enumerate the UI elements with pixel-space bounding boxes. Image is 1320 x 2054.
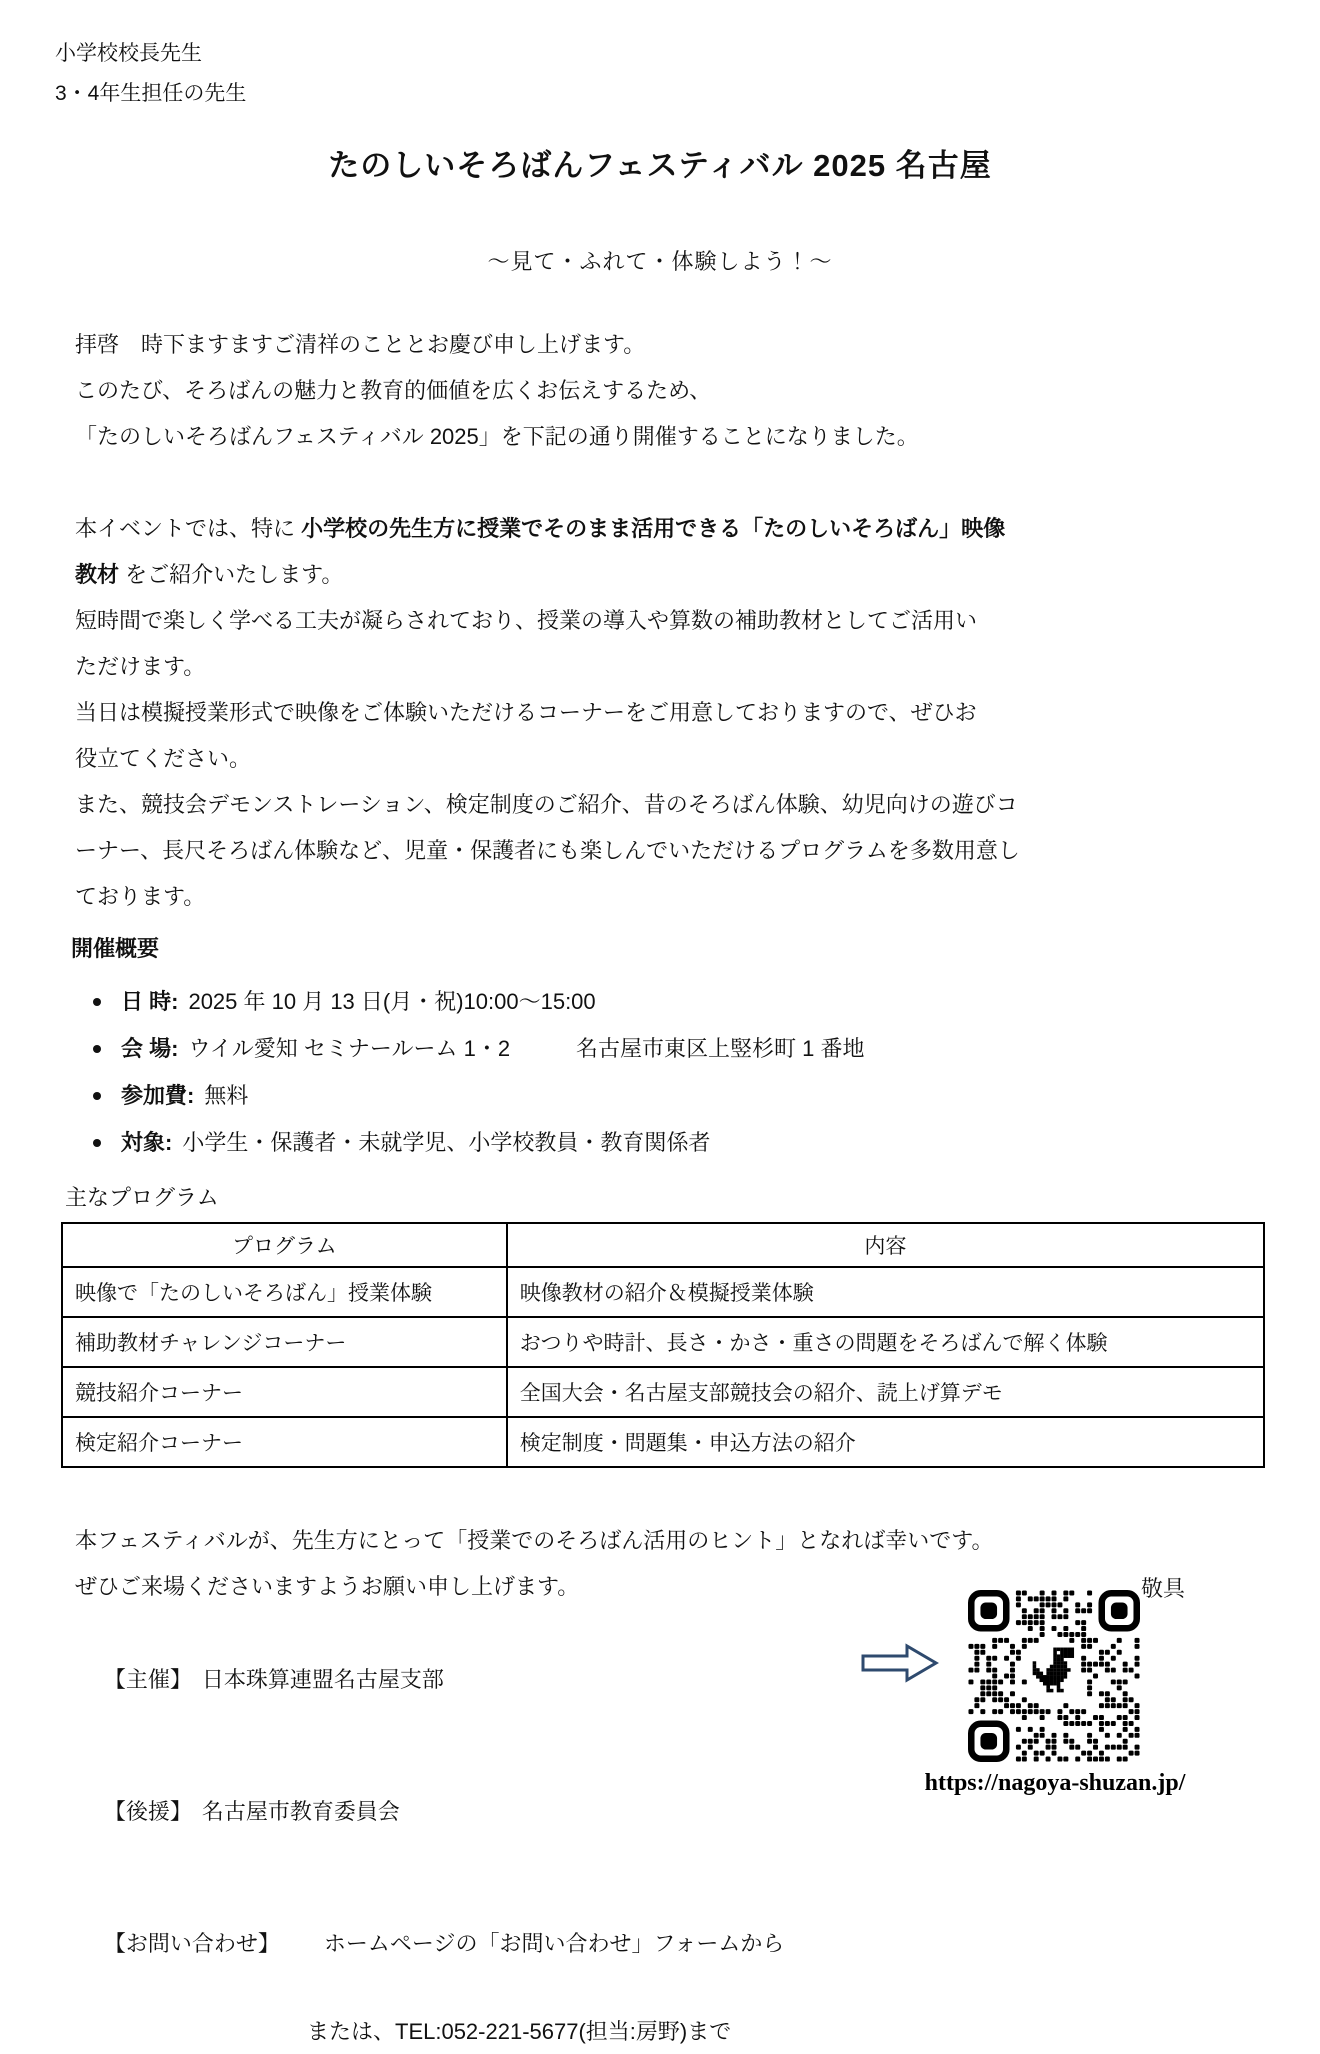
greeting-paragraph <box>75 322 1265 460</box>
overview-list <box>93 978 1265 1166</box>
supporter-label: 【後援】 <box>103 1799 192 1824</box>
contact-label: 【お問い合わせ】 <box>103 1931 280 1956</box>
table-cell-program: 検定紹介コーナー <box>62 1417 507 1467</box>
bullet-value: 小学生・保護者・未就学児、小学校教員・教育関係者 <box>182 1130 711 1155</box>
intro-line: 本イベントでは、特に 小学校の先生方に授業でそのまま活用できる「たのしいそろばん」映像 <box>75 516 1006 541</box>
list-item <box>93 1119 1265 1166</box>
site-url: https://nagoya-shuzan.jp/ <box>924 1770 1186 1796</box>
document-title: たのしいそろばんフェスティバル 2025 名古屋 <box>328 148 992 183</box>
table-row <box>62 1367 1264 1417</box>
bullet-icon <box>93 1092 101 1100</box>
contact-line-2: または、TEL:052-221-5677(担当:房野)まで <box>307 2019 732 2044</box>
table-cell-content: 検定制度・問題集・申込方法の紹介 <box>507 1417 1264 1467</box>
list-item <box>93 978 1265 1025</box>
intro-line: 当日は模擬授業形式で映像をご体験いただけるコーナーをご用意しておりますので、ぜひお <box>75 700 977 725</box>
bullet-label: 対象: <box>121 1130 173 1155</box>
intro-line: 教材 をご紹介いたします。 <box>75 562 344 587</box>
addressee-line: 小学校校長先生 <box>55 42 202 65</box>
table-header-program: プログラム <box>62 1223 507 1267</box>
programs-line: ーナー、長尺そろばん体験など、児童・保護者にも楽しんでいただけるプログラムを多数用意し <box>75 838 1020 863</box>
table-row <box>62 1417 1264 1467</box>
contact-text: ホームページの「お問い合わせ」フォームから <box>323 1931 785 1956</box>
intro-line: 短時間で楽しく学べる工夫が凝らされており、授業の導入や算数の補助教材としてご活用い <box>75 608 978 633</box>
footer-block <box>55 1614 885 2054</box>
organizer-value: 日本珠算連盟名古屋支部 <box>201 1667 444 1692</box>
greeting-line: 拝啓 時下ますますご清祥のこととお慶び申し上げます。 <box>75 332 646 357</box>
organizer-line <box>55 1614 885 1746</box>
list-item <box>93 1072 1265 1119</box>
organizer-label: 【主催】 <box>103 1667 192 1692</box>
intro-line: 役立てください。 <box>75 746 252 771</box>
program-table-heading: 主なプログラム <box>65 1185 219 1210</box>
programs-paragraph <box>75 782 1265 920</box>
sign-off: 敬具 <box>1140 1576 1185 1601</box>
list-item <box>93 1025 1265 1072</box>
table-cell-content: 映像教材の紹介＆模擬授業体験 <box>507 1267 1264 1317</box>
addressee-block <box>55 34 1265 114</box>
bullet-icon <box>93 1139 101 1147</box>
intro-paragraph <box>75 506 1265 782</box>
table-row <box>62 1317 1264 1367</box>
table-cell-program: 補助教材チャレンジコーナー <box>62 1317 507 1367</box>
table-header-row <box>62 1223 1264 1267</box>
program-table <box>61 1222 1265 1468</box>
programs-line: ております。 <box>75 884 206 909</box>
addressee-line: 3・4年生担任の先生 <box>55 82 247 105</box>
bullet-label: 参加費: <box>121 1083 195 1108</box>
table-cell-program: 映像で「たのしいそろばん」授業体験 <box>62 1267 507 1317</box>
table-header-content: 内容 <box>507 1223 1264 1267</box>
bullet-value: ウイル愛知 セミナールーム 1・2 名古屋市東区上竪杉町 1 番地 <box>188 1036 865 1061</box>
programs-line: また、競技会デモンストレーション、検定制度のご紹介、昔のそろばん体験、幼児向けの遊びコ <box>75 792 1018 817</box>
qr-code <box>968 1590 1140 1762</box>
bullet-value: 無料 <box>204 1083 249 1108</box>
bullet-icon <box>93 998 101 1006</box>
table-cell-content: おつりや時計、長さ・かさ・重さの問題をそろばんで解く体験 <box>507 1317 1264 1367</box>
supporter-value: 名古屋市教育委員会 <box>201 1799 400 1824</box>
supporter-line <box>55 1746 885 1878</box>
bullet-value: 2025 年 10 月 13 日(月・祝)10:00～15:00 <box>188 989 596 1014</box>
table-cell-program: 競技紹介コーナー <box>62 1367 507 1417</box>
table-row <box>62 1267 1264 1317</box>
overview-heading: 開催概要 <box>71 936 160 961</box>
bullet-icon <box>93 1045 101 1053</box>
document-subtitle: ～見て・ふれて・体験しよう！～ <box>487 249 833 274</box>
contact-line <box>55 1878 885 2010</box>
table-cell-content: 全国大会・名古屋支部競技会の紹介、読上げ算デモ <box>507 1367 1264 1417</box>
bullet-label: 会 場: <box>121 1036 179 1061</box>
greeting-line: 「たのしいそろばんフェスティバル 2025」を下記の通り開催することになりました。 <box>75 424 919 449</box>
closing-line: ぜひご来場くださいますようお願い申し上げます。 <box>75 1574 580 1599</box>
closing-line: 本フェスティバルが、先生方にとって「授業でのそろばん活用のヒント」となれば幸いです。 <box>75 1528 994 1553</box>
greeting-line: このたび、そろばんの魅力と教育的価値を広くお伝えするため、 <box>75 378 712 403</box>
intro-line: ただけます。 <box>75 654 206 679</box>
right-arrow-icon <box>861 1643 939 1688</box>
bullet-label: 日 時: <box>121 989 179 1014</box>
